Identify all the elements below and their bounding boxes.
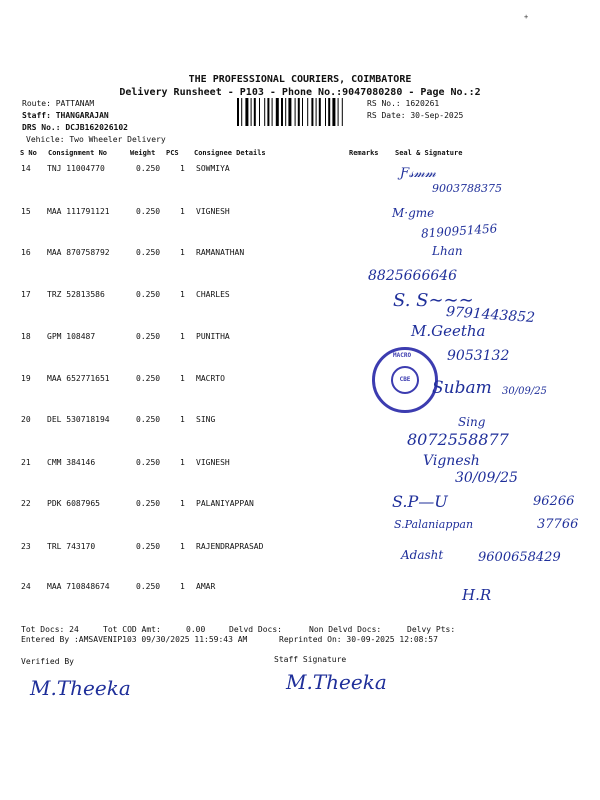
row15-signature-scribble: M·gme xyxy=(392,206,435,220)
row23-signature-scribble: Adasht xyxy=(401,548,444,562)
row-sno: 18 xyxy=(21,332,31,341)
row20-signature-scribble: Sing xyxy=(458,415,486,429)
row-pcs: 1 xyxy=(180,164,185,173)
corner-mark: + xyxy=(524,13,529,21)
row-consignment-no: TRZ 52813586 xyxy=(47,290,105,299)
row21-date: 30/09/25 xyxy=(455,470,518,486)
row-consignment-no: MAA 111791121 xyxy=(47,207,110,216)
reprinted-on: Reprinted On: 30-09-2025 12:08:57 xyxy=(279,635,438,644)
row-pcs: 1 xyxy=(180,499,185,508)
row16-signature-scribble: Lhan xyxy=(432,244,463,258)
row-consignee: AMAR xyxy=(196,582,216,591)
rs-date: RS Date: 30-Sep-2025 xyxy=(367,111,464,120)
row-consignee: RAMANATHAN xyxy=(196,248,245,257)
total-cod-value: 0.00 xyxy=(186,625,206,634)
row-consignee: SING xyxy=(196,415,216,424)
row16-phone: 8825666646 xyxy=(368,268,458,284)
row-weight: 0.250 xyxy=(136,248,161,257)
rs-number: RS No.: 1620261 xyxy=(367,99,440,108)
row-sno: 14 xyxy=(21,164,31,173)
row-consignment-no: DEL 530718194 xyxy=(47,415,110,424)
row14-phone: 9003788375 xyxy=(432,182,502,195)
row-sno: 22 xyxy=(21,499,31,508)
row-weight: 0.250 xyxy=(136,499,161,508)
row-weight: 0.250 xyxy=(136,415,161,424)
row19-signature-scribble: Subam xyxy=(432,378,492,398)
row-pcs: 1 xyxy=(180,207,185,216)
row-consignment-no: GPM 108487 xyxy=(47,332,96,341)
col-weight: Weight xyxy=(130,149,156,157)
row-consignment-no: TNJ 11004770 xyxy=(47,164,105,173)
col-pcs: PCS xyxy=(166,149,179,157)
stamp-ring-text: MACRO xyxy=(393,352,412,359)
row-pcs: 1 xyxy=(180,374,185,383)
row-consignee: VIGNESH xyxy=(196,207,230,216)
drs-number: DRS No.: DCJB162026102 xyxy=(22,123,128,132)
row-sno: 21 xyxy=(21,458,31,467)
staff-signature-label: Staff Signature xyxy=(274,655,347,664)
verified-by-label: Verified By xyxy=(21,657,74,666)
runsheet-subtitle: Delivery Runsheet - P103 - Phone No.:9047080280 - Page No.:2 xyxy=(119,87,481,98)
row15-phone: 8190951456 xyxy=(420,221,498,241)
row-sno: 23 xyxy=(21,542,31,551)
row-weight: 0.250 xyxy=(136,164,161,173)
row18-phone: 9053132 xyxy=(447,348,510,364)
stamp-center: CBE xyxy=(391,366,419,394)
route-label: Route: PATTANAM xyxy=(22,99,95,108)
total-cod-label: Tot COD Amt: xyxy=(103,625,161,634)
row-sno: 16 xyxy=(21,248,31,257)
delivery-points: Delvy Pts: xyxy=(407,625,456,634)
col-seal-signature: Seal & Signature xyxy=(395,149,463,157)
row-consignee: RAJENDRAPRASAD xyxy=(196,542,264,551)
row-consignment-no: MAA 710848674 xyxy=(47,582,110,591)
row-consignee: PUNITHA xyxy=(196,332,230,341)
row-consignee: SOWMIYA xyxy=(196,164,230,173)
row18-name: M.Geetha xyxy=(411,322,486,340)
row21-name: Vignesh xyxy=(423,453,480,469)
row-consignment-no: PDK 6087965 xyxy=(47,499,100,508)
row-sno: 19 xyxy=(21,374,31,383)
row-weight: 0.250 xyxy=(136,332,161,341)
row22-name: S.Palaniappan xyxy=(394,518,474,531)
barcode xyxy=(237,98,363,126)
row-consignment-no: TRL 743170 xyxy=(47,542,96,551)
vehicle-label: Vehicle: Two Wheeler Delivery xyxy=(26,135,166,144)
row17-signature-scribble: S. S∼∼∼ xyxy=(393,290,474,311)
row-pcs: 1 xyxy=(180,248,185,257)
row-pcs: 1 xyxy=(180,582,185,591)
row-weight: 0.250 xyxy=(136,542,161,551)
row-sno: 17 xyxy=(21,290,31,299)
col-consignment: Consignment No xyxy=(48,149,108,157)
row-sno: 15 xyxy=(21,207,31,216)
row22-signature-scribble: S.P—U xyxy=(392,492,448,511)
delivery-stamp xyxy=(372,347,438,413)
company-title: THE PROFESSIONAL COURIERS, COIMBATORE xyxy=(188,74,412,85)
verified-signature: M.Theeka xyxy=(30,676,131,700)
row-pcs: 1 xyxy=(180,332,185,341)
staff-signature: M.Theeka xyxy=(286,670,387,694)
row-consignee: PALANIYAPPAN xyxy=(196,499,254,508)
non-delivered-docs: Non Delvd Docs: xyxy=(309,625,382,634)
row-pcs: 1 xyxy=(180,542,185,551)
row-pcs: 1 xyxy=(180,458,185,467)
row-consignment-no: MAA 652771651 xyxy=(47,374,110,383)
row-pcs: 1 xyxy=(180,290,185,299)
row-pcs: 1 xyxy=(180,415,185,424)
row-consignment-no: MAA 870758792 xyxy=(47,248,110,257)
row22-phone-2: 37766 xyxy=(537,517,579,532)
row14-signature-scribble: Ƒ𝓈𝓂𝓂 xyxy=(400,166,436,181)
total-docs: Tot Docs: 24 xyxy=(21,625,79,634)
row-weight: 0.250 xyxy=(136,290,161,299)
row-weight: 0.250 xyxy=(136,207,161,216)
col-consignee: Consignee Details xyxy=(194,149,266,157)
row-consignment-no: CMM 384146 xyxy=(47,458,96,467)
entered-by: Entered By :AMSAVENIP103 09/30/2025 11:59:43 AM xyxy=(21,635,248,644)
row19-date: 30/09/25 xyxy=(502,386,547,397)
staff-label: Staff: THANGARAJAN xyxy=(22,111,109,120)
row-consignee: CHARLES xyxy=(196,290,230,299)
row-weight: 0.250 xyxy=(136,374,161,383)
row-weight: 0.250 xyxy=(136,582,161,591)
col-remarks: Remarks xyxy=(349,149,379,157)
row-consignee: MACRTO xyxy=(196,374,225,383)
row22-phone: 96266 xyxy=(533,494,575,509)
row-weight: 0.250 xyxy=(136,458,161,467)
row-consignee: VIGNESH xyxy=(196,458,230,467)
col-sno: S No xyxy=(20,149,37,157)
row17-phone: 9791443852 xyxy=(445,303,536,327)
row-sno: 20 xyxy=(21,415,31,424)
row24-initials: H.R xyxy=(462,586,492,604)
delivered-docs: Delvd Docs: xyxy=(229,625,282,634)
row20-phone: 8072558877 xyxy=(407,430,509,449)
row23-phone: 9600658429 xyxy=(478,550,561,565)
row-sno: 24 xyxy=(21,582,31,591)
